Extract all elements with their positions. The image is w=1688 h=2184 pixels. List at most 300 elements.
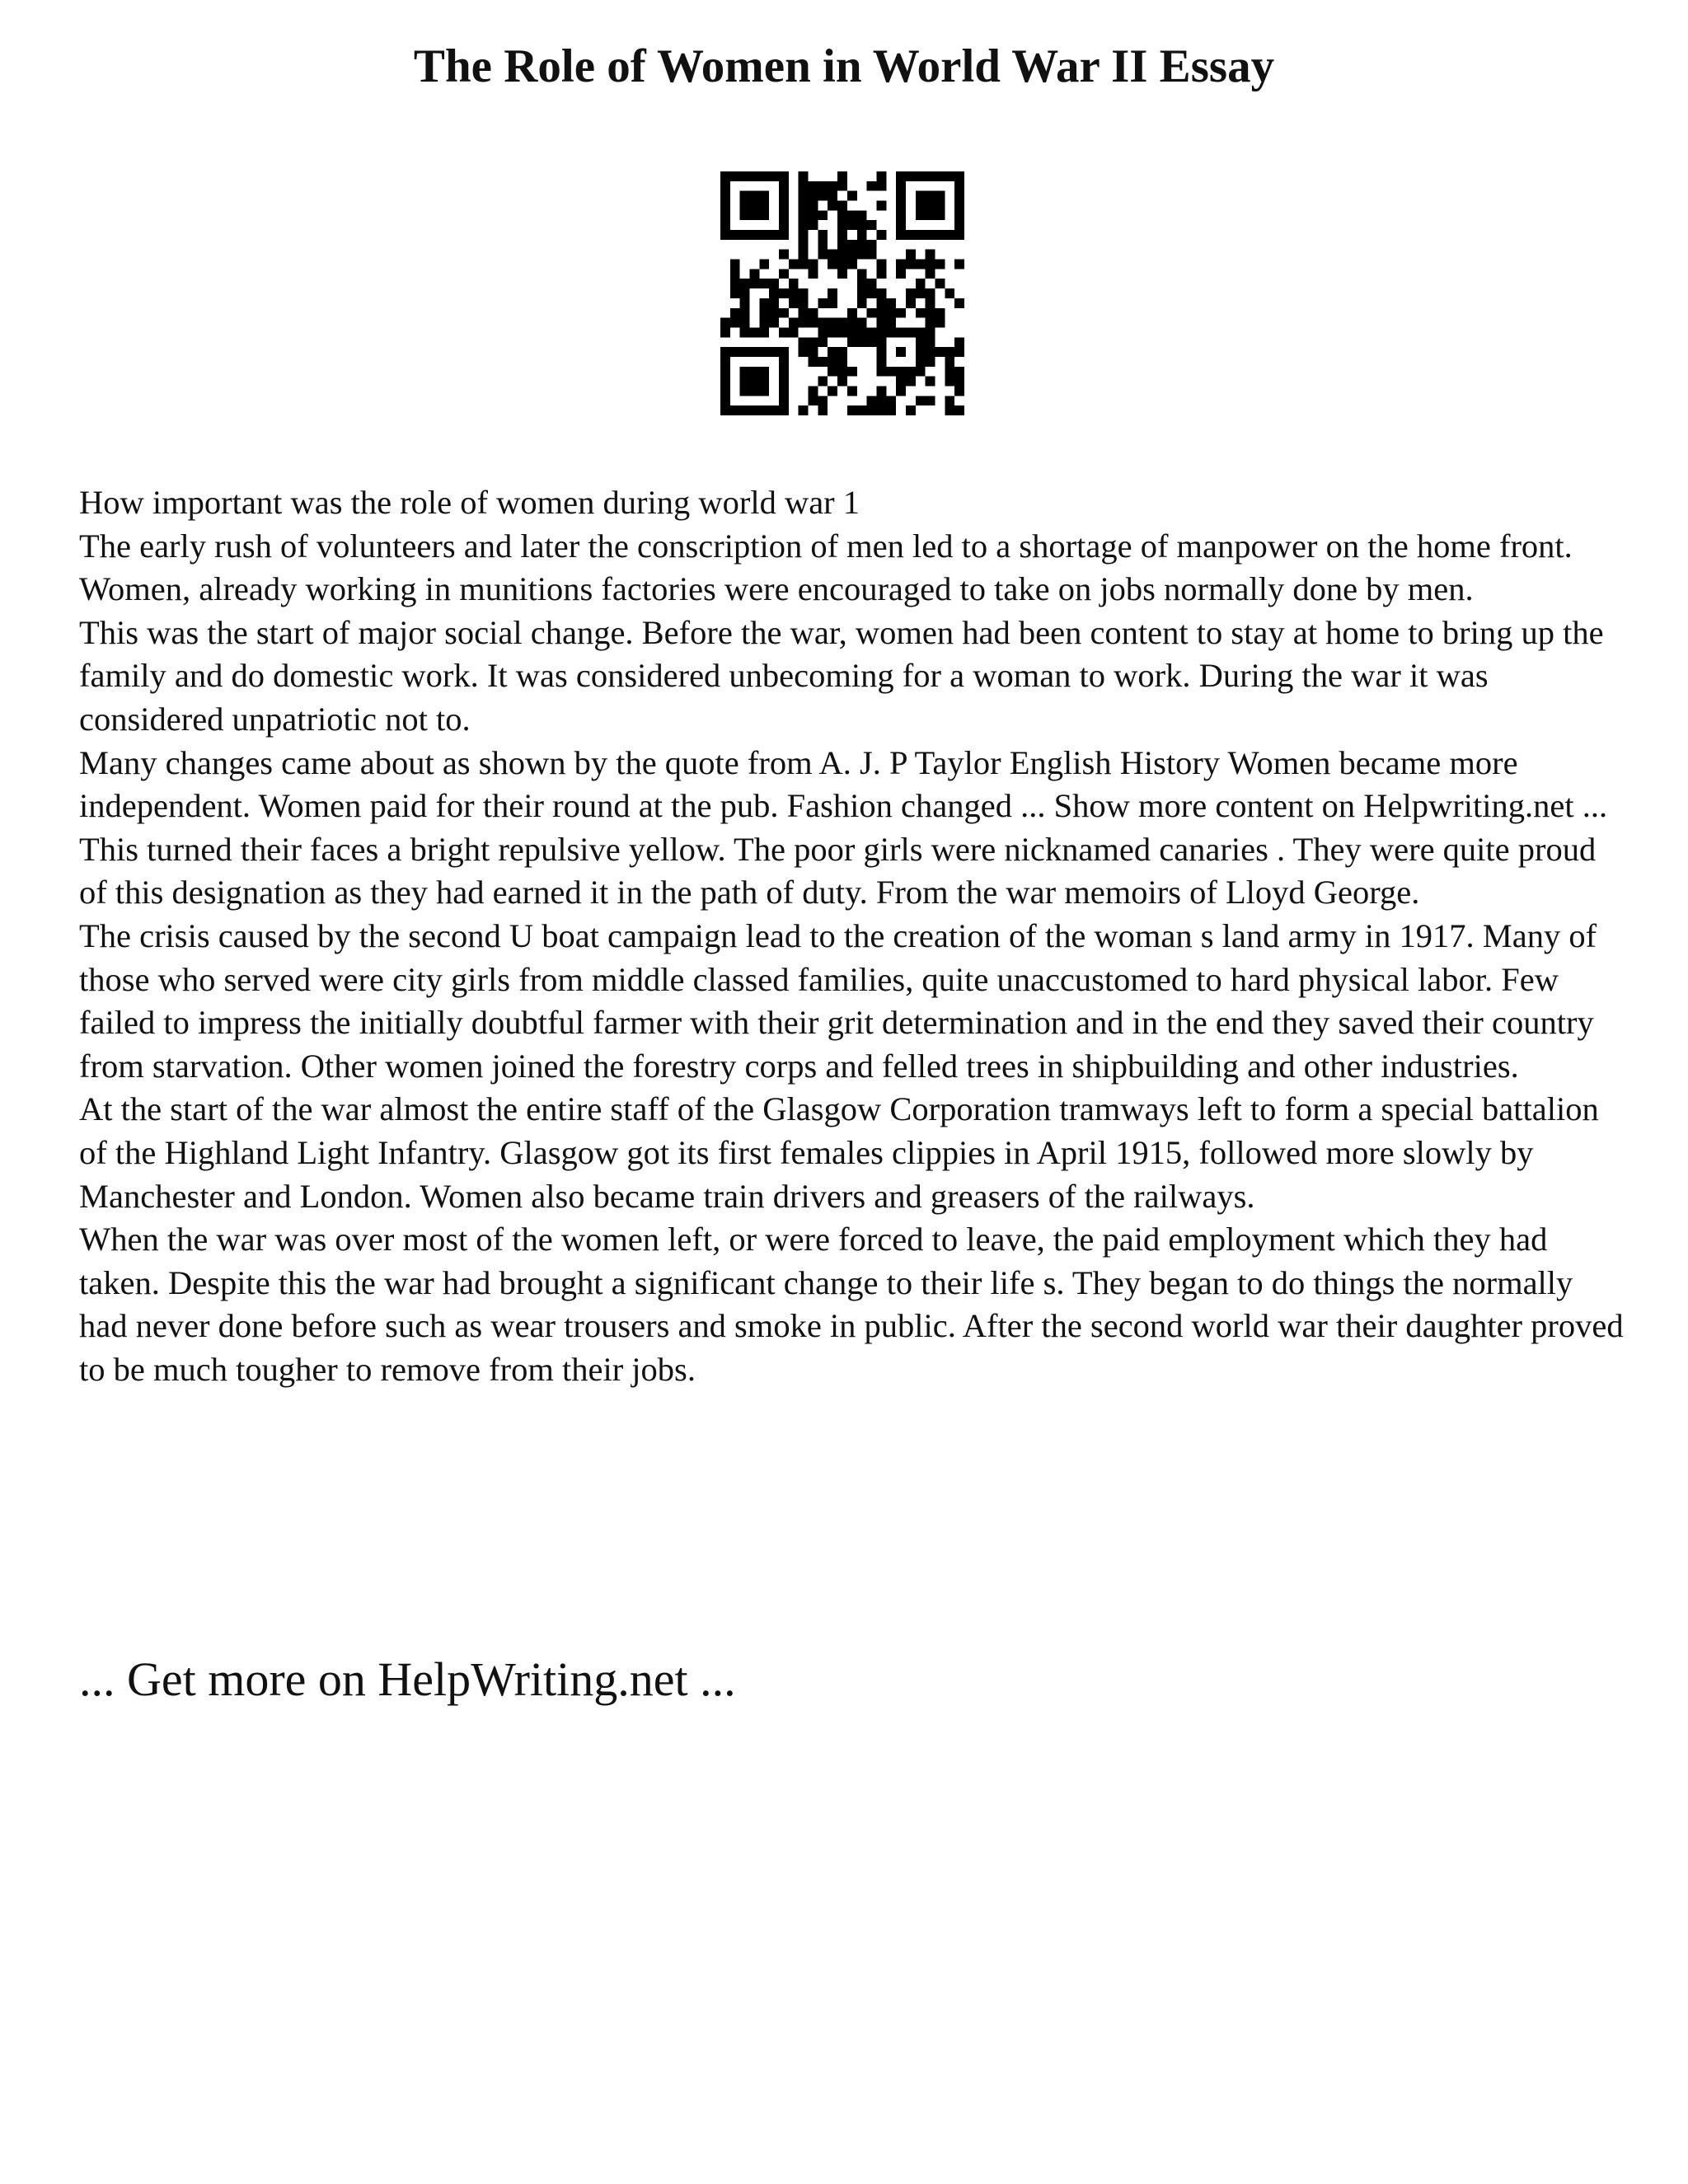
qr-module: [837, 377, 847, 387]
qr-module: [720, 377, 730, 387]
qr-module: [926, 191, 935, 201]
qr-module: [906, 250, 916, 260]
essay-paragraph: This turned their faces a bright repulsive yellow. The poor girls were nicknamed canaries . They were quite proud of this designation as they had earned it in the path of duty. From the war memoirs of Lloyd George.: [79, 830, 1597, 912]
qr-module: [954, 367, 964, 377]
qr-code-icon[interactable]: [720, 171, 964, 415]
qr-module: [954, 337, 964, 347]
qr-module: [759, 377, 769, 387]
qr-module: [945, 171, 954, 181]
qr-module: [954, 191, 964, 201]
qr-module: [896, 347, 906, 357]
qr-module: [896, 386, 906, 396]
qr-module: [799, 210, 809, 220]
qr-module: [779, 367, 789, 377]
qr-module: [876, 347, 886, 357]
essay-paragraph: Many changes came about as shown by the quote from A. J. P Taylor English History Women became more independent. Women paid for their round at the pub. Fashion changed ... Show more content on Helpwriting.net ...: [79, 743, 1608, 825]
qr-module: [867, 288, 877, 298]
qr-module: [779, 347, 789, 357]
qr-module: [954, 260, 964, 269]
qr-module: [818, 181, 828, 191]
qr-module: [876, 386, 886, 396]
qr-module: [769, 347, 779, 357]
qr-module: [818, 327, 828, 337]
qr-module: [837, 230, 847, 240]
qr-module: [740, 347, 750, 357]
qr-module: [818, 357, 828, 367]
qr-module: [809, 396, 818, 405]
essay-paragraph: At the start of the war almost the entire staff of the Glasgow Corporation tramways left to form a special battalion of the Highland Light Infantry. Glasgow got its first females clippies in April 1915, followed more slowly by Manchester and London. Women also became train drivers and greasers of the railways.: [79, 1090, 1599, 1215]
qr-module: [896, 367, 906, 377]
qr-module: [945, 396, 954, 405]
qr-module: [720, 327, 730, 337]
qr-module: [916, 279, 926, 288]
qr-module: [926, 171, 935, 181]
qr-module: [789, 288, 799, 298]
qr-module: [740, 386, 750, 396]
qr-module: [720, 347, 730, 357]
qr-module: [837, 357, 847, 367]
qr-module: [906, 298, 916, 308]
qr-module: [876, 171, 886, 181]
qr-module: [926, 396, 935, 405]
qr-module: [809, 201, 818, 211]
qr-module: [769, 298, 779, 308]
qr-module: [799, 308, 809, 318]
qr-module: [876, 405, 886, 415]
qr-module: [799, 201, 809, 211]
qr-module: [935, 201, 945, 211]
qr-module: [926, 318, 935, 328]
qr-module: [799, 220, 809, 230]
qr-module: [828, 260, 837, 269]
qr-module: [876, 367, 886, 377]
qr-module: [750, 386, 760, 396]
qr-module: [750, 201, 760, 211]
qr-module: [954, 201, 964, 211]
qr-module: [809, 181, 818, 191]
qr-module: [809, 337, 818, 347]
qr-module: [769, 279, 779, 288]
qr-module: [720, 318, 730, 328]
get-more-link[interactable]: ... Get more on HelpWriting.net ...: [79, 1652, 736, 1706]
qr-module: [954, 298, 964, 308]
qr-module: [896, 269, 906, 279]
qr-module: [847, 191, 857, 201]
qr-module: [926, 357, 935, 367]
qr-module: [750, 230, 760, 240]
qr-module: [779, 288, 789, 298]
qr-module: [750, 269, 760, 279]
qr-module: [876, 327, 886, 337]
qr-module: [730, 279, 740, 288]
qr-module: [847, 337, 857, 347]
qr-module: [759, 386, 769, 396]
qr-module: [730, 288, 740, 298]
qr-module: [886, 308, 896, 318]
qr-module: [799, 298, 809, 308]
qr-module: [876, 357, 886, 367]
qr-module: [896, 181, 906, 191]
essay-paragraph: The early rush of volunteers and later the conscription of men led to a shortage of manpower on the home front. Women, already working in munitions factories were encouraged to take on jobs normally done by men.: [79, 527, 1573, 608]
qr-module: [759, 327, 769, 337]
qr-module: [809, 191, 818, 201]
qr-module: [720, 201, 730, 211]
qr-module: [857, 240, 867, 250]
qr-module: [799, 260, 809, 269]
qr-module: [916, 357, 926, 367]
qr-module: [867, 240, 877, 250]
qr-module: [779, 405, 789, 415]
qr-module: [876, 181, 886, 191]
qr-module: [926, 201, 935, 211]
qr-module: [906, 405, 916, 415]
qr-module: [945, 347, 954, 357]
qr-module: [847, 405, 857, 415]
qr-module: [799, 191, 809, 201]
qr-module: [789, 318, 799, 328]
qr-module: [809, 220, 818, 230]
qr-module: [876, 269, 886, 279]
qr-module: [769, 308, 779, 318]
qr-module: [769, 318, 779, 328]
qr-module: [847, 308, 857, 318]
qr-module: [750, 347, 760, 357]
qr-module: [779, 308, 789, 318]
qr-module: [818, 405, 828, 415]
qr-module: [886, 327, 896, 337]
qr-module: [935, 260, 945, 269]
qr-module: [847, 318, 857, 328]
qr-module: [740, 327, 750, 337]
qr-module: [837, 210, 847, 220]
qr-module: [779, 220, 789, 230]
qr-module: [935, 279, 945, 288]
qr-module: [916, 201, 926, 211]
qr-module: [828, 288, 837, 298]
qr-module: [886, 318, 896, 328]
qr-module: [789, 279, 799, 288]
qr-module: [720, 405, 730, 415]
qr-module: [867, 220, 877, 230]
qr-module: [750, 377, 760, 387]
qr-module: [818, 191, 828, 201]
qr-module: [789, 260, 799, 269]
qr-module: [799, 230, 809, 240]
qr-module: [857, 220, 867, 230]
qr-module: [916, 260, 926, 269]
qr-module: [945, 357, 954, 367]
qr-module: [740, 201, 750, 211]
qr-module: [954, 171, 964, 181]
qr-module: [886, 396, 896, 405]
qr-module: [779, 230, 789, 240]
qr-module: [759, 318, 769, 328]
qr-module: [750, 191, 760, 201]
qr-module: [769, 288, 779, 298]
qr-module: [935, 210, 945, 220]
qr-module: [954, 405, 964, 415]
qr-module: [720, 396, 730, 405]
qr-module: [945, 288, 954, 298]
qr-module: [945, 230, 954, 240]
qr-module: [926, 288, 935, 298]
qr-module: [750, 171, 760, 181]
qr-module: [720, 220, 730, 230]
qr-module: [867, 181, 877, 191]
qr-module: [769, 171, 779, 181]
qr-module: [916, 308, 926, 318]
qr-module: [867, 405, 877, 415]
qr-module: [720, 386, 730, 396]
qr-module: [730, 318, 740, 328]
qr-module: [779, 269, 789, 279]
qr-module: [867, 250, 877, 260]
qr-module: [730, 347, 740, 357]
qr-module: [954, 181, 964, 191]
qr-module: [857, 230, 867, 240]
qr-module: [720, 181, 730, 191]
qr-module: [954, 386, 964, 396]
qr-module: [779, 171, 789, 181]
qr-module: [954, 230, 964, 240]
qr-module: [916, 171, 926, 181]
qr-module: [954, 377, 964, 387]
qr-module: [759, 210, 769, 220]
qr-module: [740, 288, 750, 298]
qr-module: [916, 396, 926, 405]
qr-module: [954, 220, 964, 230]
qr-module: [740, 279, 750, 288]
qr-module: [935, 347, 945, 357]
qr-module: [945, 377, 954, 387]
qr-module: [906, 230, 916, 240]
qr-module: [857, 210, 867, 220]
qr-module: [847, 367, 857, 377]
qr-module: [740, 171, 750, 181]
qr-module: [857, 337, 867, 347]
qr-module: [945, 367, 954, 377]
qr-module: [779, 250, 789, 260]
qr-module: [935, 191, 945, 201]
qr-module: [926, 260, 935, 269]
qr-module: [857, 318, 867, 328]
qr-module: [730, 171, 740, 181]
qr-module: [954, 210, 964, 220]
qr-module: [730, 230, 740, 240]
qr-module: [828, 298, 837, 308]
qr-module: [886, 367, 896, 377]
qr-module: [896, 308, 906, 318]
qr-module: [740, 191, 750, 201]
qr-module: [896, 220, 906, 230]
qr-module: [799, 288, 809, 298]
qr-module: [809, 308, 818, 318]
qr-module: [750, 279, 760, 288]
qr-module: [857, 288, 867, 298]
qr-module: [759, 260, 769, 269]
qr-module: [837, 201, 847, 211]
qr-module: [779, 181, 789, 191]
qr-module: [779, 327, 789, 337]
qr-module: [818, 250, 828, 260]
qr-module: [906, 171, 916, 181]
qr-module: [847, 220, 857, 230]
qr-module: [769, 405, 779, 415]
qr-module: [945, 405, 954, 415]
qr-module: [926, 308, 935, 318]
qr-module: [828, 367, 837, 377]
qr-module: [759, 298, 769, 308]
qr-module: [916, 191, 926, 201]
qr-module: [818, 337, 828, 347]
qr-module: [896, 260, 906, 269]
qr-module: [896, 201, 906, 211]
qr-module: [906, 377, 916, 387]
qr-module: [759, 405, 769, 415]
qr-module: [847, 386, 857, 396]
qr-module: [828, 357, 837, 367]
qr-module: [876, 396, 886, 405]
qr-module: [916, 210, 926, 220]
qr-module: [867, 308, 877, 318]
qr-module: [867, 279, 877, 288]
qr-module: [837, 269, 847, 279]
qr-module: [799, 181, 809, 191]
qr-module: [867, 337, 877, 347]
qr-module: [818, 240, 828, 250]
qr-module: [926, 269, 935, 279]
qr-module: [759, 201, 769, 211]
qr-module: [740, 377, 750, 387]
qr-module: [740, 308, 750, 318]
essay-paragraph: How important was the role of women during world war 1: [79, 484, 860, 521]
qr-module: [799, 250, 809, 260]
qr-module: [740, 367, 750, 377]
qr-module: [896, 191, 906, 201]
qr-module: [837, 367, 847, 377]
qr-module: [828, 386, 837, 396]
qr-module: [740, 405, 750, 415]
qr-module: [935, 171, 945, 181]
qr-module: [818, 230, 828, 240]
qr-module: [779, 396, 789, 405]
qr-module: [769, 230, 779, 240]
qr-module: [828, 191, 837, 201]
qr-module: [847, 210, 857, 220]
qr-module: [740, 210, 750, 220]
qr-module: [809, 347, 818, 357]
qr-module: [828, 250, 837, 260]
qr-module: [935, 318, 945, 328]
qr-module: [799, 405, 809, 415]
qr-module: [847, 260, 857, 269]
qr-module: [720, 230, 730, 240]
qr-module: [906, 327, 916, 337]
qr-module: [916, 347, 926, 357]
qr-module: [818, 210, 828, 220]
qr-module: [837, 347, 847, 357]
qr-module: [759, 171, 769, 181]
qr-module: [876, 308, 886, 318]
qr-module: [926, 347, 935, 357]
qr-module: [847, 250, 857, 260]
qr-module: [799, 240, 809, 250]
qr-module: [809, 318, 818, 328]
qr-module: [750, 367, 760, 377]
essay-paragraph: When the war was over most of the women left, or were forced to leave, the paid employment which they had taken. Despite this the war had brought a significant change to their life s. They began to do things the normally had never done before such as wear trousers and smoke in public. After the second world war their daughter proved to be much tougher to remove from their jobs.: [79, 1221, 1624, 1388]
qr-module: [799, 171, 809, 181]
qr-module: [906, 367, 916, 377]
qr-module: [837, 181, 847, 191]
qr-module: [876, 288, 886, 298]
qr-module: [896, 210, 906, 220]
qr-module: [799, 337, 809, 347]
qr-module: [876, 298, 886, 308]
qr-module: [857, 298, 867, 308]
qr-module: [837, 260, 847, 269]
qr-code-graphic: [720, 171, 964, 415]
qr-module: [809, 386, 818, 396]
qr-module: [779, 201, 789, 211]
qr-module: [818, 298, 828, 308]
qr-module: [916, 367, 926, 377]
qr-module: [896, 377, 906, 387]
qr-module: [759, 230, 769, 240]
qr-module: [779, 377, 789, 387]
qr-module: [886, 298, 896, 308]
qr-module: [720, 171, 730, 181]
qr-module: [837, 250, 847, 260]
qr-module: [896, 327, 906, 337]
qr-module: [837, 171, 847, 181]
qr-module: [730, 308, 740, 318]
qr-module: [809, 357, 818, 367]
qr-module: [857, 279, 867, 288]
qr-module: [740, 230, 750, 240]
qr-module: [779, 191, 789, 201]
qr-module: [857, 250, 867, 260]
qr-module: [828, 318, 837, 328]
qr-module: [926, 298, 935, 308]
qr-module: [789, 327, 799, 337]
qr-module: [828, 347, 837, 357]
qr-module: [759, 347, 769, 357]
qr-module: [876, 337, 886, 347]
qr-module: [730, 260, 740, 269]
qr-module: [857, 269, 867, 279]
qr-module: [886, 405, 896, 415]
qr-module: [954, 347, 964, 357]
qr-module: [818, 396, 828, 405]
qr-module: [837, 327, 847, 337]
essay-body: [79, 481, 1629, 1391]
qr-module: [906, 288, 916, 298]
essay-paragraph: This was the start of major social change. Before the war, women had been content to stay at home to bring up the family and do domestic work. It was considered unbecoming for a woman to work. During the war it was considered unpatriotic not to.: [79, 613, 1604, 738]
qr-module: [720, 357, 730, 367]
qr-module: [750, 405, 760, 415]
qr-module: [857, 327, 867, 337]
qr-module: [837, 318, 847, 328]
qr-module: [779, 386, 789, 396]
qr-module: [809, 210, 818, 220]
essay-paragraph: The crisis caused by the second U boat campaign lead to the creation of the woman s land army in 1917. Many of those who served were city girls from middle classed families, quite unaccustomed to hard physical labor. Few failed to impress the initially doubtful farmer with their grit determination and in the end they saved their country from starvation. Other women joined the forestry corps and felled trees in shipbuilding and other industries.: [79, 916, 1597, 1085]
qr-module: [759, 191, 769, 201]
qr-module: [799, 318, 809, 328]
qr-module: [876, 318, 886, 328]
qr-module: [837, 240, 847, 250]
qr-module: [926, 327, 935, 337]
qr-module: [720, 367, 730, 377]
